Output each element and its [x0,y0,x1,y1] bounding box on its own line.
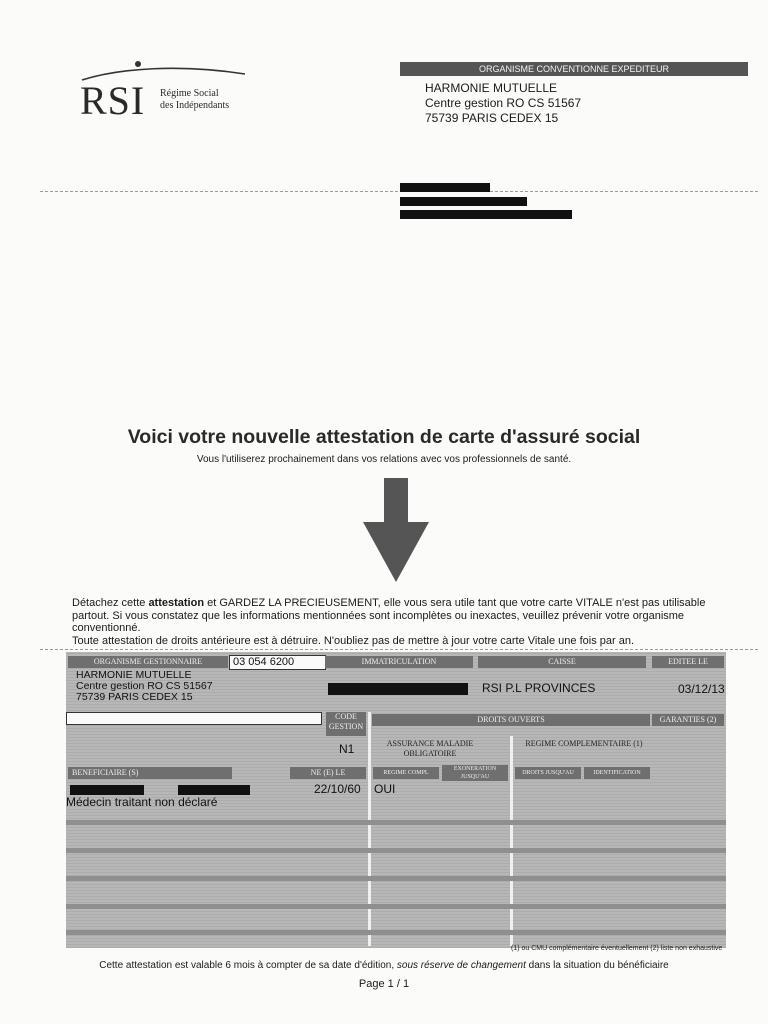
logo-subtitle-line2: des Indépendants [160,100,230,111]
rsi-logo-subtitle [160,88,229,112]
caisse-value: RSI P.L PROVINCES [482,681,596,695]
fold-line [40,191,758,192]
redacted-recipient-line1 [400,183,490,192]
beneficiaire-label: BENEFICIAIRE (S) [68,767,232,779]
validity-note [0,960,768,971]
redacted-recipient-line2 [400,197,527,206]
birth-date: 22/10/60 [314,782,361,796]
cut-line [40,649,758,650]
blank-field [66,712,322,725]
sender-name: HARMONIE MUTUELLE [425,81,558,95]
identification-col: IDENTIFICATION [584,767,650,779]
form-footnote: (1) ou CMU complémentaire éventuellement (2) liste non exhaustive [511,945,723,952]
oui-value: OUI [374,782,396,796]
organisme-gestionnaire-label: ORGANISME GESTIONNAIRE [68,656,228,668]
org-address [76,670,213,703]
row-stripe [66,876,726,881]
rsi-logo: RSI [80,78,146,123]
editee-value: 03/12/13 [678,682,725,696]
redacted-beneficiary-name [70,785,144,795]
instructions-bold: attestation [148,597,205,609]
validity-italic: sous réserve de changement [396,960,526,971]
instructions-text-1: Détachez cette [72,597,149,609]
exoneration-col: EXONERATION JUSQU'AU [442,765,508,781]
assurance-maladie-label: ASSURANCE MALADIE OBLIGATOIRE [386,739,474,758]
row-stripe [66,820,726,825]
logo-subtitle-line1: Régime Social [160,88,219,99]
page-subtitle: Vous l'utiliserez prochainement dans vos relations avec vos professionnels de santé. [196,454,572,465]
regime-compl-col: REGIME COMPL [373,767,439,779]
organisme-code: 03 054 6200 [229,655,326,670]
row-stripe [66,904,726,909]
instructions-text-2: et GARDEZ LA PRECIEUSEMENT, elle vous sera utile tant que votre carte VITALE n'est pas utilisable partout. Si vous constatez que les informations mentionnées sont incomplètes ou inexactes, veuillez prévenir votre organisme conventionné. [72,597,706,634]
garanties-label: GARANTIES (2) [652,714,724,726]
code-gestion-value: N1 [339,742,355,756]
row-stripe [66,930,726,935]
page-number: Page 1 / 1 [358,978,410,990]
column-divider [510,736,513,946]
redacted-beneficiary-firstname [178,785,250,795]
caisse-label: CAISSE [478,656,646,668]
org-line2: Centre gestion RO CS 51567 [76,680,213,692]
ne-le-label: NE (E) LE [290,767,366,779]
regime-complementaire-label: REGIME COMPLEMENTAIRE (1) [525,739,643,748]
org-line3: 75739 PARIS CEDEX 15 [76,691,193,703]
sender-line2: Centre gestion RO CS 51567 [425,96,582,110]
instructions-paragraph [72,597,732,647]
code-gestion-label: CODE GESTION [326,712,366,736]
editee-label: EDITEE LE [652,656,724,668]
immatriculation-label: IMMATRICULATION [325,656,473,668]
instructions-line4: Toute attestation de droits antérieure est à détruire. N'oubliez pas de mettre à jour votre carte Vitale une fois par an. [72,634,634,647]
sender-line3: 75739 PARIS CEDEX 15 [425,111,559,125]
validity-text-1: Cette attestation est valable 6 mois à compter de sa date d'édition, [99,960,397,971]
medecin-traitant: Médecin traitant non déclaré [66,795,218,809]
sender-header: ORGANISME CONVENTIONNE EXPEDITEUR [400,62,748,76]
row-stripe [66,848,726,853]
redacted-recipient-line3 [400,210,572,219]
sender-address [425,81,581,126]
validity-text-2: dans la situation du bénéficiaire [525,960,669,971]
page-title: Voici votre nouvelle attestation de carte d'assuré social [127,426,641,448]
column-divider-2 [368,712,371,946]
droits-jusquau-col: DROITS JUSQU'AU [515,767,581,779]
down-arrow-icon [363,478,429,584]
redacted-immatriculation [328,683,468,695]
org-name: HARMONIE MUTUELLE [76,669,192,681]
droits-ouverts-label: DROITS OUVERTS [372,714,650,726]
